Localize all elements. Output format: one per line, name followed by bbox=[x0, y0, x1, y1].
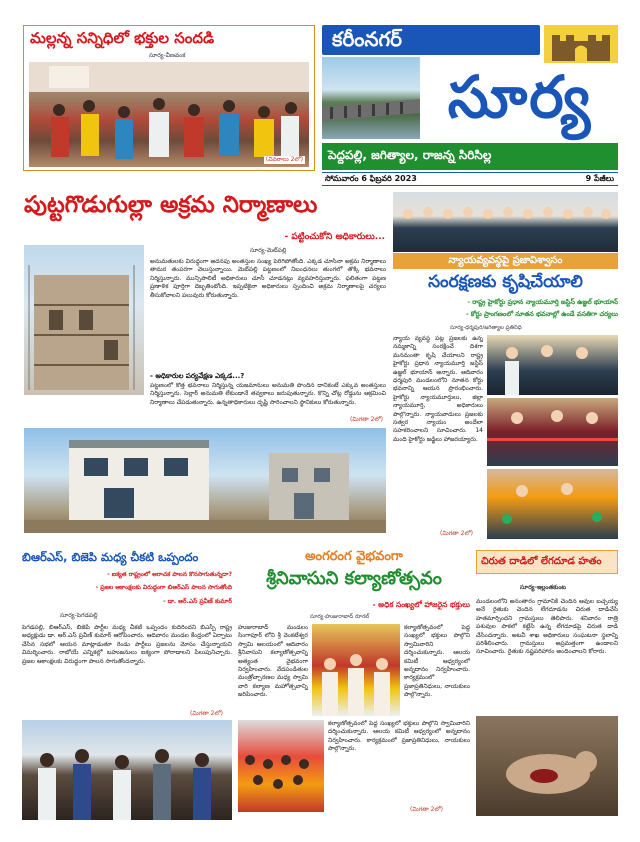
edition-banner bbox=[322, 25, 540, 55]
judicial-more[interactable]: (మిగతా 2లో) bbox=[440, 530, 473, 537]
date-bar bbox=[322, 172, 618, 186]
top-story-box[interactable] bbox=[23, 25, 315, 171]
politics-bullet-1: - ఐక్యత రాష్ట్రంలో అరాచక పాలన కొనసాగుతున్నదా? bbox=[107, 571, 232, 578]
ceremony-illustration-1 bbox=[487, 335, 618, 395]
judges-ceremony-photo-2 bbox=[487, 398, 618, 466]
dam-illustration bbox=[322, 57, 420, 139]
judges-illustration bbox=[393, 192, 618, 252]
ceremony-illustration-2 bbox=[487, 398, 618, 466]
main-credit: సూర్య-మెట్‌పల్లి bbox=[250, 247, 287, 254]
kalyanam-more[interactable]: (మిగతా 2లో) bbox=[410, 806, 443, 813]
main-headline: పుట్టగొడుగుల్లా అక్రమ నిర్మాణాలు bbox=[24, 192, 318, 218]
rally-illustration bbox=[22, 720, 232, 820]
kalyanam-body-bottom-text: కల్యాణోత్సవంలో పెద్ద సంఖ్యలో భక్తులు పాల్గొని స్వామివారిని దర్శించుకున్నారు. ఆలయ కమిటీ ఆధ్వర్యంలో అన్నదానం నిర్వహించారు. కార్యక్రమంలో ప్రజాప్రతినిధులు, నాయకులు పాల్గొన్నారు. bbox=[328, 720, 470, 753]
judges-ceremony-photo-1 bbox=[487, 335, 618, 395]
kalyanam-headline: శ్రీనివాసుని కల్యాణోత్సవం bbox=[266, 568, 442, 589]
politics-headline: బిఆర్ఎస్, బిజెపి మధ్య చీకటి ఒప్పందం bbox=[22, 550, 199, 564]
kalyanam-subhead: - అధిక సంఖ్యలో హాజరైన భక్తులు bbox=[372, 600, 470, 609]
masthead-title: సూర్య bbox=[447, 63, 593, 131]
politics-more[interactable]: (మిగతా 2లో) bbox=[190, 710, 223, 717]
top-story-more[interactable]: (వివరాలు 2లో) bbox=[265, 156, 303, 163]
kalyanam-kicker: అంగరంగ వైభవంగా bbox=[305, 549, 403, 564]
districts-label: పెద్దపల్లి, జగిత్యాల, రాజన్న సిరిసిల్ల bbox=[328, 148, 492, 162]
houses-photo bbox=[24, 428, 386, 533]
main-question: - అధికారుల పర్యవేక్షణ ఎక్కడ...? bbox=[150, 372, 245, 380]
devotees-photo bbox=[29, 62, 309, 167]
masthead bbox=[322, 25, 618, 170]
top-story-credit: సూర్య-వీణవంక bbox=[149, 52, 186, 59]
construction-illustration bbox=[24, 245, 144, 395]
politics-bullet-3: - డా. ఆర్.ఎస్ ప్రవీణ్ కుమార్ bbox=[163, 598, 232, 605]
politics-credit: సూర్య-పెగడపల్లి bbox=[60, 612, 98, 619]
ceremony-illustration-3 bbox=[487, 469, 618, 539]
judicial-bullet-1: - రాష్ట్ర హైకోర్టు ప్రధాన న్యాయమూర్తి జస్టిస్ ఉజ్జల్ భూయాన్ bbox=[467, 298, 618, 306]
judicial-banner: న్యాయవ్యవస్థపై ప్రజావిశ్వాసం bbox=[393, 253, 618, 269]
priests-photo bbox=[312, 624, 400, 716]
crowd-illustration bbox=[238, 720, 324, 812]
judicial-bullet-2: - కోర్టు ప్రాంగణంలో నూతన భవనాల్లో ఉండే వసతిగా చర్యలు bbox=[465, 310, 618, 318]
crowd-photo bbox=[238, 720, 324, 812]
politics-bullet-2: - ప్రజల ఆకాంక్షలకు విరుద్ధంగా బిఆర్ఎస్ పాలన సాగుతోంది bbox=[95, 584, 232, 591]
houses-illustration bbox=[24, 428, 386, 533]
date-label: సోమవారం 6 ఫిబ్రవరి 2023 bbox=[325, 174, 417, 183]
dam-photo bbox=[322, 57, 420, 139]
politics-body: పెగడపల్లి, బిఆర్ఎస్, బిజెపి పార్టీల మధ్య చీకటి ఒప్పందం కుదిరిందని బిఎస్పీ రాష్ట్ర అధ్యక్షుడు డా. ఆర్.ఎస్ ప్రవీణ్ కుమార్ ఆరోపించారు. ఆదివారం మండల కేంద్రంలో ఏర్పాటు చేసిన సభలో ఆయన మాట్లాడుతూ రెండు పార్టీలు ప్రజలను మోసం చేస్తున్నాయని విమర్శించారు. రాబోయే ఎన్నికల్లో బహుజనులు ఐక్యంగా పోరాడాలని పిలుపునిచ్చారు. ప్రజల ఆకాంక్షలకు విరుద్ధంగా పాలన సాగుతోందన్నారు. bbox=[22, 624, 232, 665]
main-subhead: - పట్టించుకోని అధికారులు... bbox=[284, 232, 385, 242]
devotees-illustration bbox=[29, 62, 309, 167]
kalyanam-credit: సూర్య-హుజురాబాద్ రూరల్ bbox=[310, 614, 370, 620]
judicial-headline: సంరక్షణకు కృషిచేయాలి bbox=[428, 272, 583, 292]
calf-photo bbox=[476, 716, 618, 816]
edition-name: కరీంనగర్ bbox=[332, 27, 402, 51]
leopard-body: మండలంలోని అనంతారం గ్రామానికి చెందిన ఆవుల బచ్చయ్య అనే రైతుకు చెందిన లేగదూడను చిరుత దాడిచేసి హతమార్చిందని గ్రామస్తులు తెలిపారు. శనివారం రాత్రి పశువుల పాకలో కట్టేసి ఉన్న లేగదూడపై చిరుత దాడి చేసిందన్నారు. అటవీ శాఖ అధికారులు సంఘటనా స్థలాన్ని పరిశీలించారు. గ్రామస్తులు అప్రమత్తంగా ఉండాలని సూచించారు. రైతుకు నష్టపరిహారం అందించాలని కోరారు. bbox=[476, 598, 618, 656]
judges-group-photo bbox=[393, 192, 618, 252]
page-count: 9 పేజీలు bbox=[585, 174, 614, 183]
judicial-credit: సూర్య-ధర్మపురి/జగిత్యాల ప్రతినిధి bbox=[450, 325, 522, 331]
leopard-headline: చిరుత దాడిలో లేగదూడ హతం bbox=[481, 556, 602, 567]
main-body-2: పట్టణంలో కొత్త భవనాలు నిర్మిస్తున్న యజమానులు అనుమతి పొందిన దానికంటే ఎక్కువ అంతస్తులు నిర్మిస్తున్నారు. సెల్లార్ అనుమతి లేకుండానే తవ్వకాలు జరుపుతున్నారు. కొన్ని చోట్ల రోడ్డును ఆక్రమించి నిర్మాణాలు చేపడుతున్నారు. ఉన్నతాధికారులు దృష్టి సారించాలని స్థానికులు కోరుతున్నారు. bbox=[150, 382, 386, 406]
leopard-headline-box bbox=[476, 550, 618, 574]
building-construction-photo bbox=[24, 245, 144, 395]
rally-photo bbox=[22, 720, 232, 820]
calf-illustration bbox=[476, 716, 618, 816]
kalyanam-body-bottom bbox=[328, 720, 470, 808]
judges-ceremony-photo-3 bbox=[487, 469, 618, 539]
judicial-body: న్యాయ వ్యవస్థ పట్ల ప్రజలకు ఉన్న నమ్మకాన్ని సంరక్షించే దిశగా మనమంతా కృషి చేయాలని రాష్ట్ర హైకోర్టు ప్రధాన న్యాయమూర్తి జస్టిస్ ఉజ్జల్ భూయాన్ అన్నారు. ఆదివారం ధర్మపురి మండలంలోని నూతన కోర్టు భవనాన్ని ఆయన ప్రారంభించారు. హైకోర్టు న్యాయమూర్తులు, జిల్లా న్యాయమూర్తి, అధికారులు పాల్గొన్నారు. న్యాయవాదులు ప్రజలకు సత్వర న్యాయం అందేలా సహకరించాలని సూచించారు. 14 మంది హైకోర్టు జడ్జిలు హాజరయ్యారు. bbox=[393, 335, 483, 443]
leopard-credit: సూర్య-ఇల్లంతకుంట bbox=[520, 584, 566, 591]
priests-illustration bbox=[312, 624, 400, 716]
districts-bar bbox=[322, 143, 618, 170]
kalyanam-body-left: హుజురాబాద్ మండలం సింగాపూర్ లోని శ్రీ వెంకటేశ్వర స్వామి ఆలయంలో ఆదివారం శ్రీనివాసుని కల్యాణోత్సవాన్ని అత్యంత వైభవంగా నిర్వహించారు. వేదపండితుల మంత్రోచ్ఛారణల మధ్య స్వామి వారి కల్యాణ మహోత్సవాన్ని జరిపించారు. bbox=[238, 624, 308, 699]
kalyanam-body-right: కల్యాణోత్సవంలో పెద్ద సంఖ్యలో భక్తులు పాల్గొని స్వామివారిని దర్శించుకున్నారు. ఆలయ కమిటీ ఆధ్వర్యంలో అన్నదానం నిర్వహించారు. కార్యక్రమంలో ప్రజాప్రతినిధులు, నాయకులు పాల్గొన్నారు. bbox=[404, 624, 470, 699]
main-more[interactable]: (మిగతా 2లో) bbox=[350, 416, 383, 423]
top-story-headline: మల్లన్న సన్నిధిలో భక్తుల సందడి bbox=[30, 29, 215, 47]
main-body-1: అనుమతులకు విరుద్ధంగా అదనపు అంతస్తుల సంఖ్య పెరిగిపోతోంది. ఎక్కడ చూసినా అక్రమ నిర్మాణాలు తామర తంపరగా వెలుస్తున్నాయి. మెట్‌పల్లి పట్టణంలో నిబంధనలు తుంగలో తొక్కి భవనాలు నిర్మిస్తున్నారు. మున్సిపాలిటీ అధికారులు చూసీ చూడనట్లు వ్యవహరిస్తున్నారు. ఫలితంగా పట్టణ ప్రణాళిక పూర్తిగా దెబ్బతింటోంది. ఇప్పటికైనా అధికారులు స్పందించి అక్రమ నిర్మాణాలపై చర్యలు తీసుకోవాలని పలువురు కోరుతున్నారు. bbox=[150, 258, 386, 299]
